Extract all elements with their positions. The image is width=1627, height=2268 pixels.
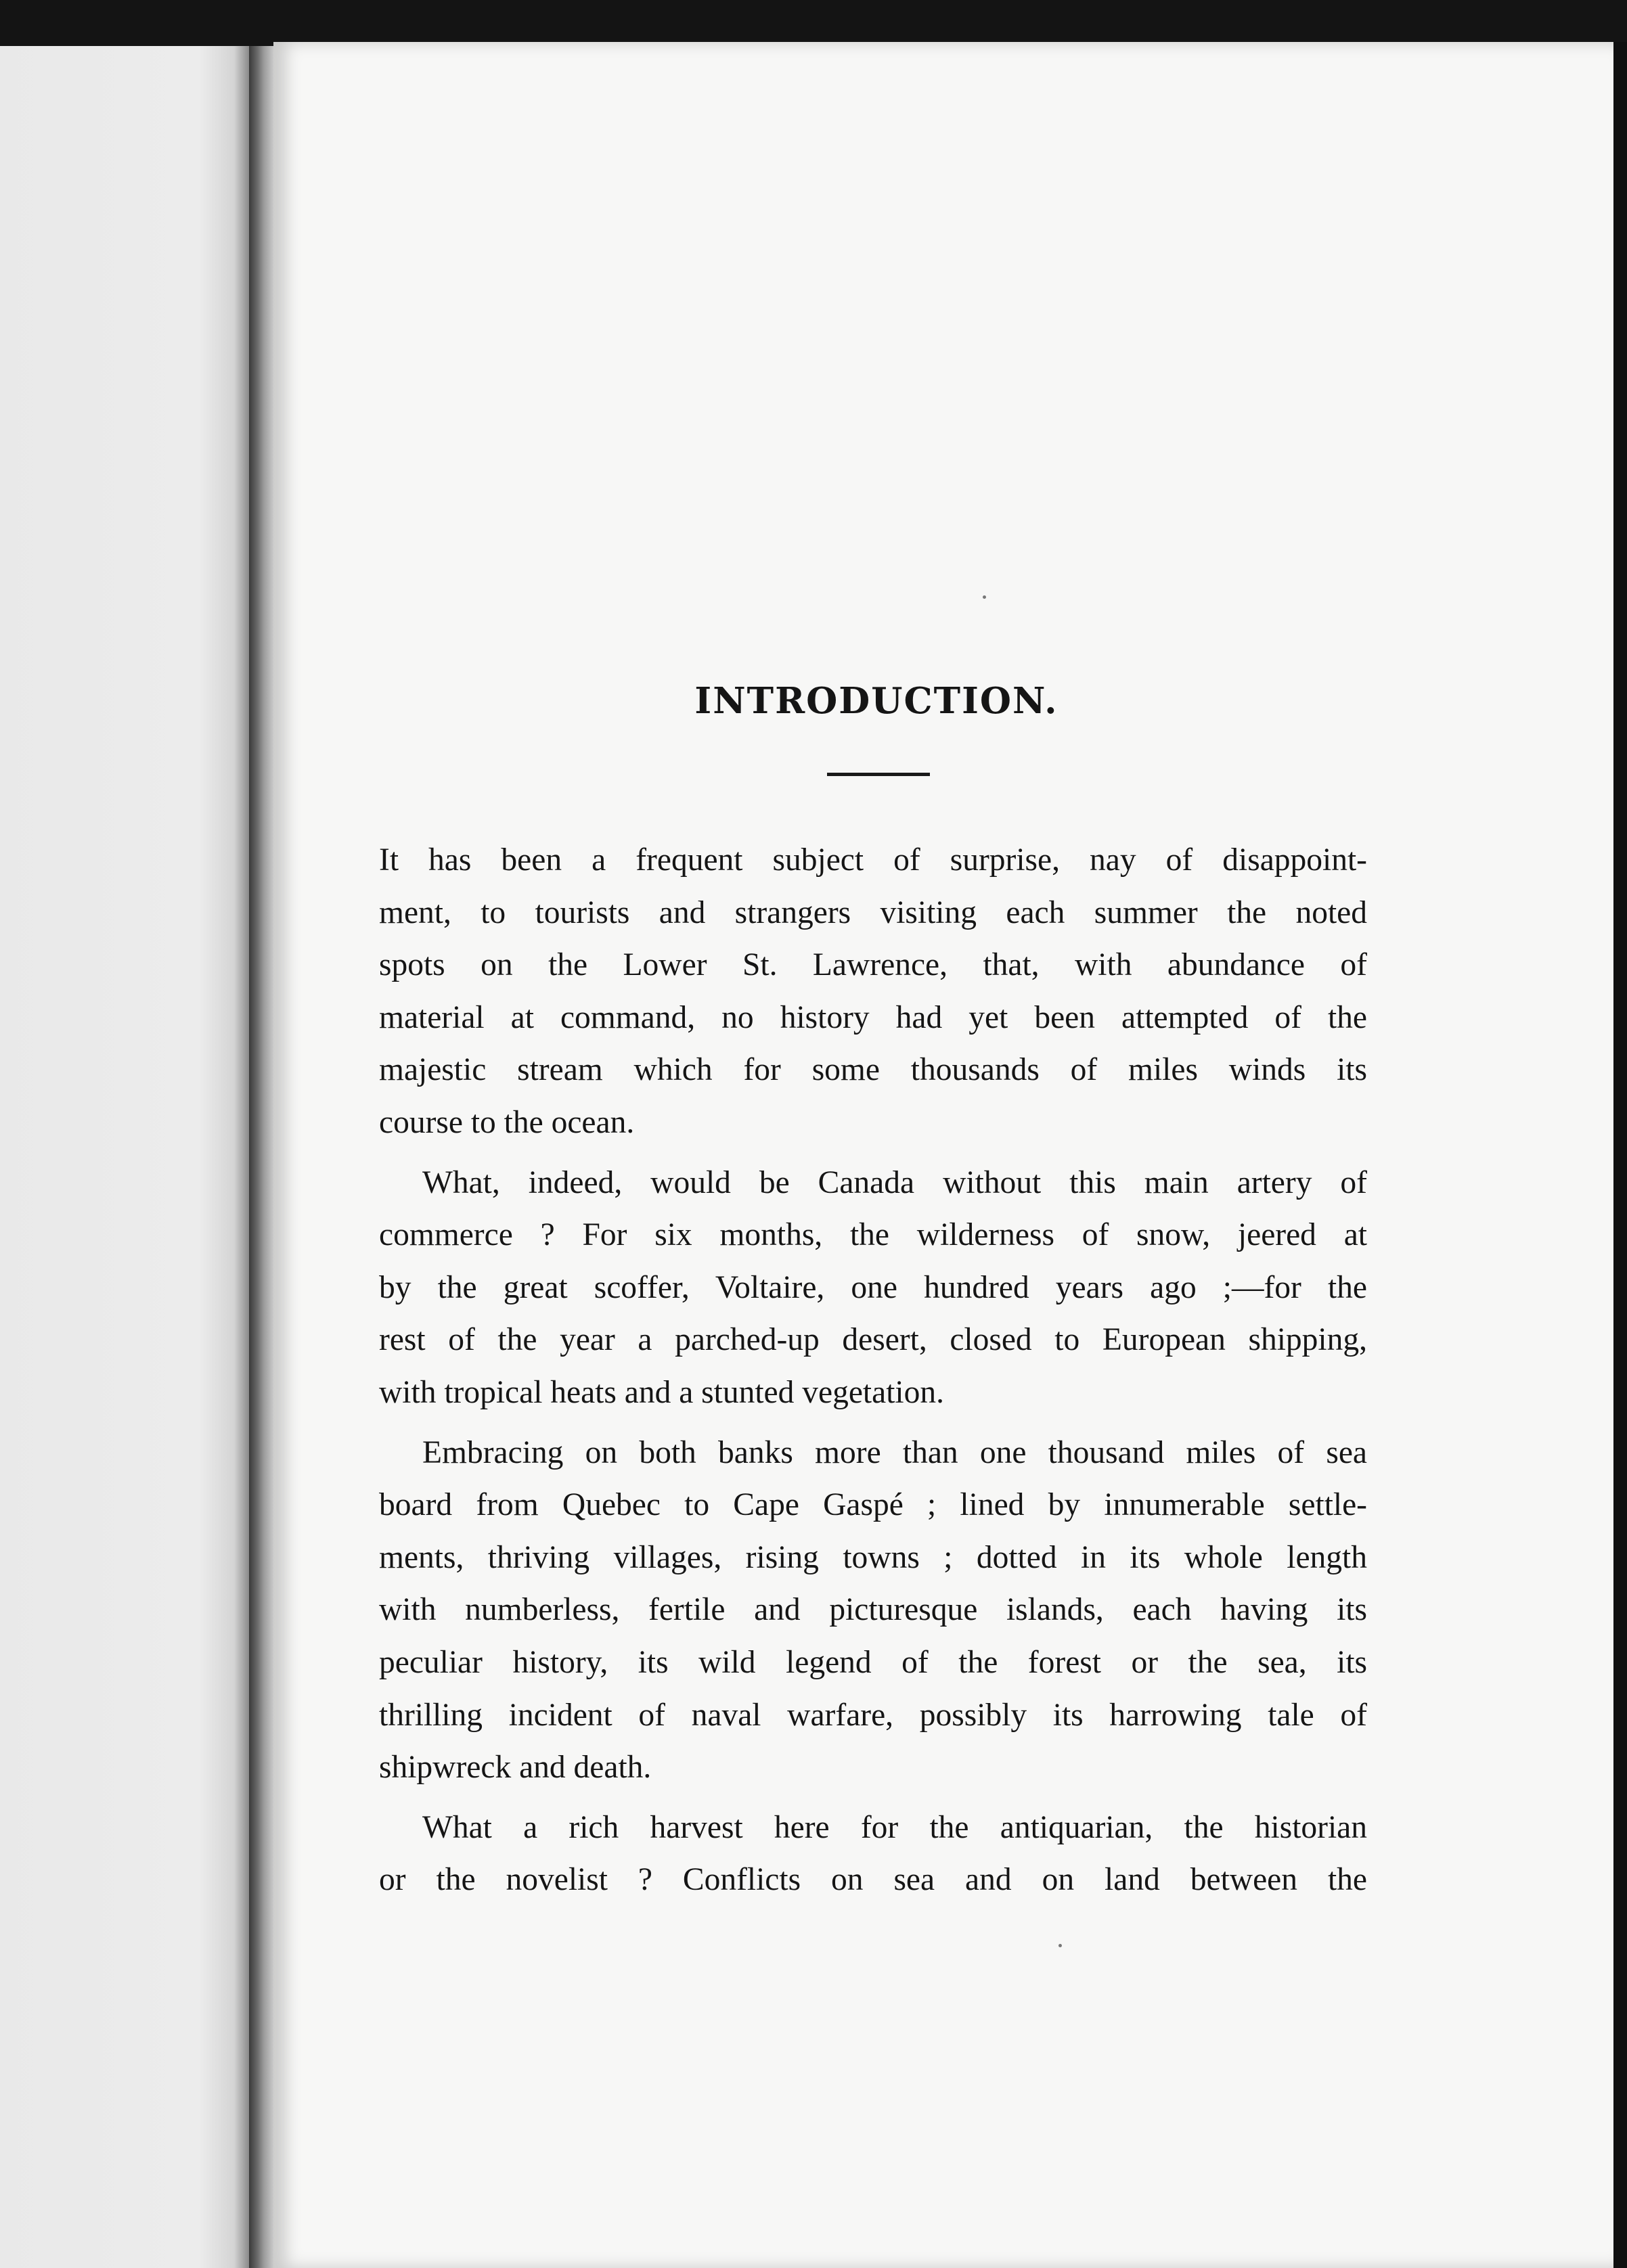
text-line: rest of the year a parched-up desert, closed to European shipping, bbox=[379, 1322, 1367, 1358]
paragraph-spacer bbox=[379, 1150, 1367, 1157]
text-line: with numberless, fertile and picturesque islands, each having its bbox=[379, 1592, 1367, 1628]
text-line: What a rich harvest here for the antiquarian, the historian bbox=[422, 1809, 1367, 1845]
paragraph bbox=[379, 1427, 1367, 1794]
title-rule bbox=[827, 773, 930, 776]
page-title: INTRODUCTION. bbox=[694, 680, 1058, 722]
paragraph bbox=[379, 1157, 1367, 1420]
text-line: board from Quebec to Cape Gaspé ; lined by innumerable settle- bbox=[379, 1487, 1367, 1523]
text-line: or the novelist ? Conflicts on sea and on land between the bbox=[379, 1862, 1367, 1898]
page-text-block bbox=[379, 674, 1367, 1907]
text-line: commerce ? For six months, the wilderness of snow, jeered at bbox=[379, 1217, 1367, 1253]
text-line: spots on the Lower St. Lawrence, that, with abundance of bbox=[379, 947, 1367, 983]
text-line: What, indeed, would be Canada without this main artery of bbox=[422, 1164, 1367, 1200]
text-line: shipwreck and death. bbox=[379, 1750, 652, 1786]
paragraph-spacer bbox=[379, 1420, 1367, 1427]
text-line: ments, thriving villages, rising towns ; dotted in its whole length bbox=[379, 1539, 1367, 1575]
text-line: ment, to tourists and strangers visiting each summer the noted bbox=[379, 894, 1367, 930]
text-line: by the great scoffer, Voltaire, one hundred years ago ;—for the bbox=[379, 1269, 1367, 1305]
text-line: course to the ocean. bbox=[379, 1104, 635, 1140]
text-line: with tropical heats and a stunted vegetation. bbox=[379, 1374, 944, 1410]
text-line: material at command, no history had yet been attempted of the bbox=[379, 999, 1367, 1035]
book-gutter bbox=[249, 46, 273, 2268]
text-line: majestic stream which for some thousands of miles winds its bbox=[379, 1052, 1367, 1088]
paragraph-spacer bbox=[379, 1794, 1367, 1802]
text-line: It has been a frequent subject of surprise, nay of disappoint- bbox=[379, 842, 1367, 878]
text-line: thrilling incident of naval warfare, possibly its harrowing tale of bbox=[379, 1697, 1367, 1733]
text-line: Embracing on both banks more than one thousand miles of sea bbox=[422, 1434, 1367, 1470]
left-page-blank bbox=[0, 46, 249, 2268]
scan-background-edge bbox=[1613, 42, 1627, 2268]
paragraph bbox=[379, 834, 1367, 1150]
paper-speck bbox=[1058, 1944, 1062, 1947]
paper-speck bbox=[983, 595, 986, 599]
text-line: peculiar history, its wild legend of the forest or the sea, its bbox=[379, 1644, 1367, 1680]
body-text bbox=[379, 834, 1367, 1907]
paragraph bbox=[379, 1802, 1367, 1907]
